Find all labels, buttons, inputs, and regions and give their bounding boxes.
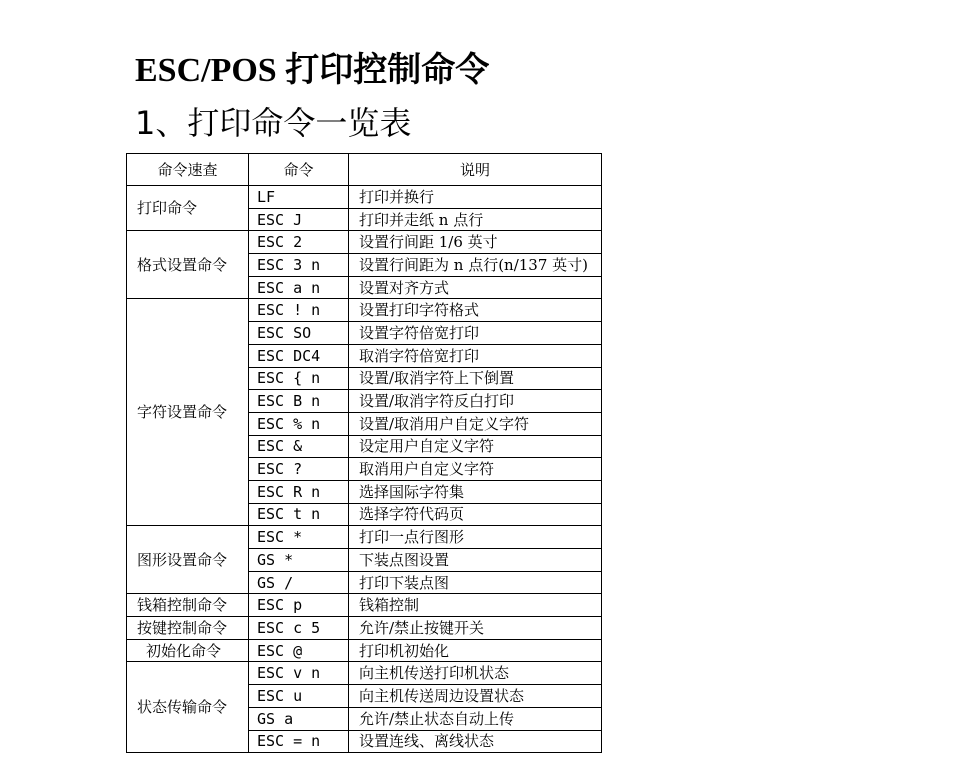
command-cell: LF bbox=[249, 186, 349, 209]
description-cell: 打印下装点图 bbox=[349, 571, 602, 594]
table-row bbox=[127, 526, 602, 549]
category-cell: 状态传输命令 bbox=[127, 662, 249, 753]
category-cell: 钱箱控制命令 bbox=[127, 594, 249, 617]
command-cell: ESC & bbox=[249, 435, 349, 458]
description-cell: 设置字符倍宽打印 bbox=[349, 322, 602, 345]
command-cell: ESC R n bbox=[249, 480, 349, 503]
category-cell: 图形设置命令 bbox=[127, 526, 249, 594]
description-cell: 允许/禁止按键开关 bbox=[349, 617, 602, 640]
header-category: 命令速查 bbox=[127, 154, 249, 186]
command-cell: ESC 2 bbox=[249, 231, 349, 254]
table-row bbox=[127, 299, 602, 322]
category-cell: 按键控制命令 bbox=[127, 617, 249, 640]
description-cell: 向主机传送打印机状态 bbox=[349, 662, 602, 685]
section-heading: 1、打印命令一览表 bbox=[135, 104, 412, 142]
description-cell: 设置打印字符格式 bbox=[349, 299, 602, 322]
description-cell: 打印并换行 bbox=[349, 186, 602, 209]
command-cell: ESC a n bbox=[249, 276, 349, 299]
command-cell: ESC DC4 bbox=[249, 344, 349, 367]
header-command: 命令 bbox=[249, 154, 349, 186]
description-cell: 打印并走纸 n 点行 bbox=[349, 208, 602, 231]
command-cell: ESC p bbox=[249, 594, 349, 617]
description-cell: 取消字符倍宽打印 bbox=[349, 344, 602, 367]
description-cell: 打印机初始化 bbox=[349, 639, 602, 662]
command-cell: GS * bbox=[249, 549, 349, 572]
table-row bbox=[127, 594, 602, 617]
description-cell: 设置行间距 1/6 英寸 bbox=[349, 231, 602, 254]
description-cell: 钱箱控制 bbox=[349, 594, 602, 617]
command-cell: ESC ? bbox=[249, 458, 349, 481]
command-cell: ESC * bbox=[249, 526, 349, 549]
header-description: 说明 bbox=[349, 154, 602, 186]
description-cell: 设置/取消字符上下倒置 bbox=[349, 367, 602, 390]
command-cell: ESC t n bbox=[249, 503, 349, 526]
command-cell: ESC ! n bbox=[249, 299, 349, 322]
category-cell: 初始化命令 bbox=[127, 639, 249, 662]
command-cell: ESC c 5 bbox=[249, 617, 349, 640]
table-row bbox=[127, 617, 602, 640]
table-header-row bbox=[127, 154, 602, 186]
command-cell: ESC { n bbox=[249, 367, 349, 390]
table-row bbox=[127, 186, 602, 209]
description-cell: 打印一点行图形 bbox=[349, 526, 602, 549]
command-cell: ESC = n bbox=[249, 730, 349, 753]
category-cell: 字符设置命令 bbox=[127, 299, 249, 526]
description-cell: 设定用户自定义字符 bbox=[349, 435, 602, 458]
description-cell: 设置/取消字符反白打印 bbox=[349, 390, 602, 413]
description-cell: 选择国际字符集 bbox=[349, 480, 602, 503]
command-table bbox=[126, 153, 602, 753]
command-cell: ESC v n bbox=[249, 662, 349, 685]
command-cell: ESC u bbox=[249, 685, 349, 708]
command-cell: ESC SO bbox=[249, 322, 349, 345]
description-cell: 设置连线、离线状态 bbox=[349, 730, 602, 753]
command-cell: ESC J bbox=[249, 208, 349, 231]
description-cell: 下装点图设置 bbox=[349, 549, 602, 572]
description-cell: 设置对齐方式 bbox=[349, 276, 602, 299]
description-cell: 选择字符代码页 bbox=[349, 503, 602, 526]
command-cell: GS a bbox=[249, 707, 349, 730]
command-cell: ESC 3 n bbox=[249, 254, 349, 277]
category-cell: 格式设置命令 bbox=[127, 231, 249, 299]
table-row bbox=[127, 662, 602, 685]
command-cell: ESC @ bbox=[249, 639, 349, 662]
table-body bbox=[127, 186, 602, 753]
description-cell: 向主机传送周边设置状态 bbox=[349, 685, 602, 708]
command-cell: ESC B n bbox=[249, 390, 349, 413]
description-cell: 取消用户自定义字符 bbox=[349, 458, 602, 481]
table-row bbox=[127, 231, 602, 254]
description-cell: 允许/禁止状态自动上传 bbox=[349, 707, 602, 730]
category-cell: 打印命令 bbox=[127, 186, 249, 231]
table-row bbox=[127, 639, 602, 662]
description-cell: 设置行间距为 n 点行(n/137 英寸) bbox=[349, 254, 602, 277]
command-cell: ESC % n bbox=[249, 412, 349, 435]
description-cell: 设置/取消用户自定义字符 bbox=[349, 412, 602, 435]
command-cell: GS / bbox=[249, 571, 349, 594]
document-title: ESC/POS 打印控制命令 bbox=[135, 52, 490, 89]
